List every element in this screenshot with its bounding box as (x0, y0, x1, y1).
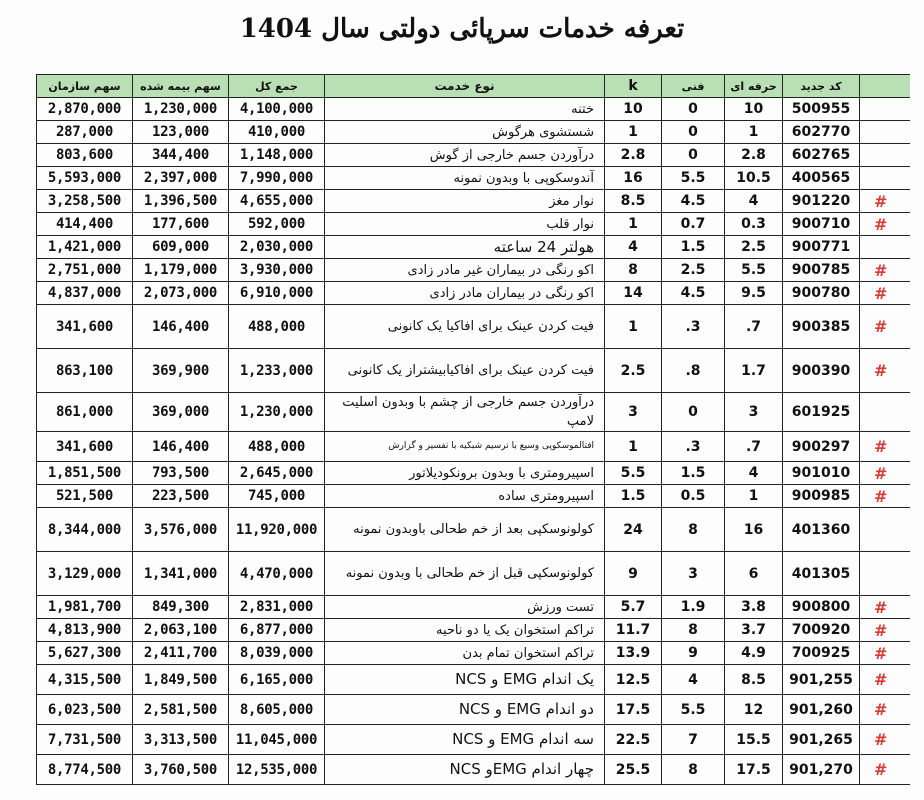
code-cell: 602765 (783, 144, 860, 167)
insured-share-cell: 344,400 (133, 144, 229, 167)
code-cell: 601925 (783, 393, 860, 432)
k-value-cell: 8.5 (605, 190, 662, 213)
code-cell: 901,265 (783, 725, 860, 755)
professional-cell: 10.5 (725, 167, 783, 190)
mark-cell (860, 167, 911, 190)
insured-share-cell: 3,313,500 (133, 725, 229, 755)
table-row (37, 98, 911, 121)
org-share-cell: 287,000 (37, 121, 133, 144)
mark-cell: # (860, 642, 911, 665)
table-row (37, 393, 911, 432)
mark-cell: # (860, 349, 911, 393)
table-row (37, 596, 911, 619)
technical-cell: 0 (662, 144, 725, 167)
k-value-cell: 3 (605, 393, 662, 432)
total-cell: 11,920,000 (229, 508, 325, 552)
service-name-cell: اسپیرومتری ساده (325, 485, 605, 508)
technical-cell: 0 (662, 98, 725, 121)
code-cell: 901,260 (783, 695, 860, 725)
technical-cell: 8 (662, 508, 725, 552)
code-cell: 901,270 (783, 755, 860, 785)
total-cell: 1,233,000 (229, 349, 325, 393)
k-value-cell: 17.5 (605, 695, 662, 725)
org-share-cell: 5,627,300 (37, 642, 133, 665)
org-share-cell: 803,600 (37, 144, 133, 167)
professional-cell: 17.5 (725, 755, 783, 785)
professional-cell: .7 (725, 432, 783, 462)
k-value-cell: 13.9 (605, 642, 662, 665)
insured-share-cell: 2,581,500 (133, 695, 229, 725)
insured-share-cell: 123,000 (133, 121, 229, 144)
mark-cell (860, 98, 911, 121)
insured-share-cell: 3,576,000 (133, 508, 229, 552)
technical-cell: 1.9 (662, 596, 725, 619)
header-professional: حرفه ای (725, 75, 783, 98)
insured-share-cell: 2,397,000 (133, 167, 229, 190)
technical-cell: 7 (662, 725, 725, 755)
total-cell: 2,645,000 (229, 462, 325, 485)
k-value-cell: 16 (605, 167, 662, 190)
insured-share-cell: 1,849,500 (133, 665, 229, 695)
service-name-cell: دو اندام EMG و NCS (325, 695, 605, 725)
professional-cell: 1.7 (725, 349, 783, 393)
total-cell: 4,655,000 (229, 190, 325, 213)
k-value-cell: 5.7 (605, 596, 662, 619)
service-name-cell: آندوسکوپی با وبدون نمونه (325, 167, 605, 190)
technical-cell: 4.5 (662, 190, 725, 213)
service-name-cell: هولتر 24 ساعته (325, 236, 605, 259)
org-share-cell: 863,100 (37, 349, 133, 393)
k-value-cell: 5.5 (605, 462, 662, 485)
org-share-cell: 1,851,500 (37, 462, 133, 485)
header-service: نوع خدمت (325, 75, 605, 98)
k-value-cell: 1 (605, 121, 662, 144)
service-name-cell: ختنه (325, 98, 605, 121)
service-name-cell: اسپیرومتری با وبدون برونکودیلاتور (325, 462, 605, 485)
org-share-cell: 2,751,000 (37, 259, 133, 282)
code-cell: 900985 (783, 485, 860, 508)
code-cell: 900771 (783, 236, 860, 259)
professional-cell: 2.5 (725, 236, 783, 259)
insured-share-cell: 793,500 (133, 462, 229, 485)
table-row (37, 695, 911, 725)
technical-cell: 0 (662, 121, 725, 144)
header-new-code: کد جدید (783, 75, 860, 98)
table-row (37, 349, 911, 393)
mark-cell: # (860, 619, 911, 642)
table-row (37, 121, 911, 144)
org-share-cell: 414,400 (37, 213, 133, 236)
k-value-cell: 1 (605, 432, 662, 462)
code-cell: 900785 (783, 259, 860, 282)
service-name-cell: اکو رنگی در بیماران غیر مادر زادی (325, 259, 605, 282)
org-share-cell: 5,593,000 (37, 167, 133, 190)
professional-cell: 3.8 (725, 596, 783, 619)
k-value-cell: 12.5 (605, 665, 662, 695)
k-value-cell: 4 (605, 236, 662, 259)
table-row (37, 642, 911, 665)
org-share-cell: 3,129,000 (37, 552, 133, 596)
total-cell: 7,990,000 (229, 167, 325, 190)
code-cell: 401360 (783, 508, 860, 552)
table-row (37, 755, 911, 785)
page-title: تعرفه خدمات سرپائی دولتی سال 1404 (239, 14, 685, 44)
insured-share-cell: 369,000 (133, 393, 229, 432)
mark-cell: # (860, 462, 911, 485)
table-row (37, 665, 911, 695)
mark-cell: # (860, 282, 911, 305)
mark-cell (860, 121, 911, 144)
code-cell: 901220 (783, 190, 860, 213)
professional-cell: 3.7 (725, 619, 783, 642)
total-cell: 6,165,000 (229, 665, 325, 695)
table-row (37, 144, 911, 167)
k-value-cell: 11.7 (605, 619, 662, 642)
technical-cell: 5.5 (662, 695, 725, 725)
mark-cell: # (860, 213, 911, 236)
code-cell: 500955 (783, 98, 860, 121)
org-share-cell: 2,870,000 (37, 98, 133, 121)
total-cell: 6,910,000 (229, 282, 325, 305)
table-row (37, 619, 911, 642)
k-value-cell: 10 (605, 98, 662, 121)
mark-cell: # (860, 305, 911, 349)
mark-cell (860, 552, 911, 596)
mark-cell: # (860, 665, 911, 695)
technical-cell: .8 (662, 349, 725, 393)
org-share-cell: 1,981,700 (37, 596, 133, 619)
table-body (37, 98, 911, 785)
technical-cell: 4 (662, 665, 725, 695)
service-name-cell: تست ورزش (325, 596, 605, 619)
service-name-cell: یک اندام EMG و NCS (325, 665, 605, 695)
technical-cell: 8 (662, 619, 725, 642)
technical-cell: 8 (662, 755, 725, 785)
header-technical: فنی (662, 75, 725, 98)
total-cell: 1,230,000 (229, 393, 325, 432)
professional-cell: 5.5 (725, 259, 783, 282)
table-row (37, 167, 911, 190)
service-name-cell: چهار اندام EMGو NCS (325, 755, 605, 785)
tariff-sheet (36, 74, 910, 800)
professional-cell: 6 (725, 552, 783, 596)
org-share-cell: 521,500 (37, 485, 133, 508)
table-row (37, 508, 911, 552)
header-mark (860, 75, 911, 98)
insured-share-cell: 3,760,500 (133, 755, 229, 785)
total-cell: 4,470,000 (229, 552, 325, 596)
service-name-cell: شستشوی هرگوش (325, 121, 605, 144)
professional-cell: 1 (725, 485, 783, 508)
total-cell: 2,030,000 (229, 236, 325, 259)
k-value-cell: 2.5 (605, 349, 662, 393)
total-cell: 4,100,000 (229, 98, 325, 121)
header-insured-share: سهم بیمه شده (133, 75, 229, 98)
mark-cell: # (860, 755, 911, 785)
service-name-cell: اکو رنگی در بیماران مادر زادی (325, 282, 605, 305)
k-value-cell: 1 (605, 305, 662, 349)
professional-cell: 12 (725, 695, 783, 725)
service-name-cell: افتالموسکوپی وسیع با ترسیم شبکیه با تفسیر و گزارش (325, 432, 605, 462)
mark-cell (860, 144, 911, 167)
mark-cell: # (860, 432, 911, 462)
insured-share-cell: 1,230,000 (133, 98, 229, 121)
code-cell: 602770 (783, 121, 860, 144)
total-cell: 3,930,000 (229, 259, 325, 282)
insured-share-cell: 177,600 (133, 213, 229, 236)
code-cell: 900780 (783, 282, 860, 305)
header-total: جمع کل (229, 75, 325, 98)
org-share-cell: 7,731,500 (37, 725, 133, 755)
technical-cell: 3 (662, 552, 725, 596)
professional-cell: 3 (725, 393, 783, 432)
total-cell: 488,000 (229, 305, 325, 349)
code-cell: 401305 (783, 552, 860, 596)
table-row (37, 432, 911, 462)
insured-share-cell: 223,500 (133, 485, 229, 508)
service-name-cell: فیت کردن عینک برای افاکیا یک کانونی (325, 305, 605, 349)
insured-share-cell: 1,341,000 (133, 552, 229, 596)
technical-cell: 0.5 (662, 485, 725, 508)
professional-cell: 15.5 (725, 725, 783, 755)
total-cell: 8,605,000 (229, 695, 325, 725)
professional-cell: 10 (725, 98, 783, 121)
service-name-cell: نوار مغز (325, 190, 605, 213)
technical-cell: 2.5 (662, 259, 725, 282)
service-name-cell: درآوردن جسم خارجی از چشم با وبدون اسلیت لامپ (325, 393, 605, 432)
org-share-cell: 4,315,500 (37, 665, 133, 695)
code-cell: 900297 (783, 432, 860, 462)
mark-cell: # (860, 485, 911, 508)
org-share-cell: 341,600 (37, 305, 133, 349)
table-row (37, 190, 911, 213)
code-cell: 900385 (783, 305, 860, 349)
professional-cell: 9.5 (725, 282, 783, 305)
professional-cell: 8.5 (725, 665, 783, 695)
technical-cell: .3 (662, 305, 725, 349)
k-value-cell: 8 (605, 259, 662, 282)
service-name-cell: نوار قلب (325, 213, 605, 236)
professional-cell: 1 (725, 121, 783, 144)
tariff-table (36, 74, 910, 785)
header-row (37, 75, 911, 98)
total-cell: 6,877,000 (229, 619, 325, 642)
insured-share-cell: 1,396,500 (133, 190, 229, 213)
total-cell: 12,535,000 (229, 755, 325, 785)
total-cell: 745,000 (229, 485, 325, 508)
professional-cell: 4 (725, 190, 783, 213)
code-cell: 700920 (783, 619, 860, 642)
code-cell: 900390 (783, 349, 860, 393)
professional-cell: .7 (725, 305, 783, 349)
service-name-cell: درآوردن جسم خارجی از گوش (325, 144, 605, 167)
org-share-cell: 8,774,500 (37, 755, 133, 785)
insured-share-cell: 2,073,000 (133, 282, 229, 305)
service-name-cell: فیت کردن عینک برای افاکیابیشتراز یک کانونی (325, 349, 605, 393)
technical-cell: .3 (662, 432, 725, 462)
insured-share-cell: 369,900 (133, 349, 229, 393)
k-value-cell: 1.5 (605, 485, 662, 508)
k-value-cell: 14 (605, 282, 662, 305)
total-cell: 410,000 (229, 121, 325, 144)
mark-cell: # (860, 596, 911, 619)
service-name-cell: کولونوسکپی قبل از خم طحالی با وبدون نمونه (325, 552, 605, 596)
table-row (37, 259, 911, 282)
table-row (37, 552, 911, 596)
service-name-cell: تراکم استخوان یک یا دو ناحیه (325, 619, 605, 642)
code-cell: 901010 (783, 462, 860, 485)
mark-cell (860, 393, 911, 432)
org-share-cell: 6,023,500 (37, 695, 133, 725)
professional-cell: 16 (725, 508, 783, 552)
org-share-cell: 1,421,000 (37, 236, 133, 259)
total-cell: 488,000 (229, 432, 325, 462)
insured-share-cell: 609,000 (133, 236, 229, 259)
mark-cell: # (860, 725, 911, 755)
total-cell: 11,045,000 (229, 725, 325, 755)
k-value-cell: 1 (605, 213, 662, 236)
professional-cell: 0.3 (725, 213, 783, 236)
table-row (37, 485, 911, 508)
k-value-cell: 9 (605, 552, 662, 596)
table-row (37, 282, 911, 305)
service-name-cell: تراکم استخوان تمام بدن (325, 642, 605, 665)
insured-share-cell: 146,400 (133, 432, 229, 462)
service-name-cell: کولونوسکپی بعد از خم طحالی باوبدون نمونه (325, 508, 605, 552)
org-share-cell: 4,813,900 (37, 619, 133, 642)
header-org-share: سهم سازمان (37, 75, 133, 98)
insured-share-cell: 849,300 (133, 596, 229, 619)
code-cell: 900800 (783, 596, 860, 619)
code-cell: 900710 (783, 213, 860, 236)
total-cell: 8,039,000 (229, 642, 325, 665)
technical-cell: 1.5 (662, 236, 725, 259)
k-value-cell: 24 (605, 508, 662, 552)
total-cell: 1,148,000 (229, 144, 325, 167)
total-cell: 2,831,000 (229, 596, 325, 619)
mark-cell: # (860, 190, 911, 213)
org-share-cell: 341,600 (37, 432, 133, 462)
k-value-cell: 22.5 (605, 725, 662, 755)
table-row (37, 213, 911, 236)
mark-cell (860, 508, 911, 552)
org-share-cell: 861,000 (37, 393, 133, 432)
technical-cell: 0 (662, 393, 725, 432)
table-row (37, 725, 911, 755)
insured-share-cell: 146,400 (133, 305, 229, 349)
mark-cell: # (860, 695, 911, 725)
professional-cell: 4 (725, 462, 783, 485)
header-k: k (605, 75, 662, 98)
table-row (37, 462, 911, 485)
k-value-cell: 2.8 (605, 144, 662, 167)
table-row (37, 236, 911, 259)
k-value-cell: 25.5 (605, 755, 662, 785)
code-cell: 700925 (783, 642, 860, 665)
total-cell: 592,000 (229, 213, 325, 236)
table-row (37, 305, 911, 349)
technical-cell: 4.5 (662, 282, 725, 305)
professional-cell: 2.8 (725, 144, 783, 167)
insured-share-cell: 1,179,000 (133, 259, 229, 282)
professional-cell: 4.9 (725, 642, 783, 665)
org-share-cell: 8,344,000 (37, 508, 133, 552)
technical-cell: 0.7 (662, 213, 725, 236)
code-cell: 901,255 (783, 665, 860, 695)
code-cell: 400565 (783, 167, 860, 190)
technical-cell: 1.5 (662, 462, 725, 485)
insured-share-cell: 2,063,100 (133, 619, 229, 642)
org-share-cell: 4,837,000 (37, 282, 133, 305)
technical-cell: 5.5 (662, 167, 725, 190)
mark-cell: # (860, 259, 911, 282)
mark-cell (860, 236, 911, 259)
insured-share-cell: 2,411,700 (133, 642, 229, 665)
technical-cell: 9 (662, 642, 725, 665)
service-name-cell: سه اندام EMG و NCS (325, 725, 605, 755)
org-share-cell: 3,258,500 (37, 190, 133, 213)
